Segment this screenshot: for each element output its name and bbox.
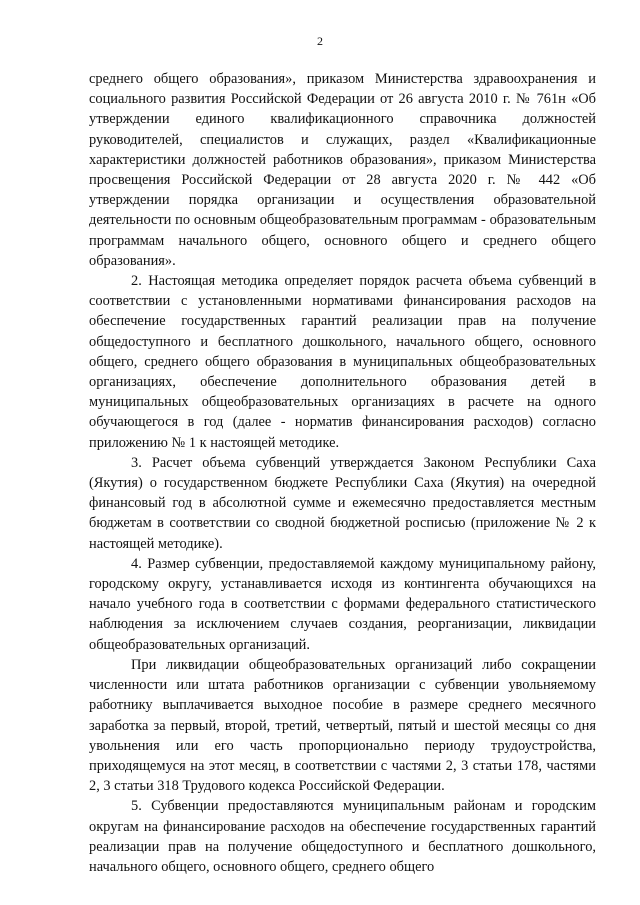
paragraph-continuation: среднего общего образования», приказом Министерства здравоохранения и социального развития Российской Федерации от 26 августа 2010 г. № 761н «Об утверждении единого квалификационного справочника должностей руководителей, специалистов и служащих, раздел «Квалификационные характеристики должностей работников образования», приказом Министерства просвещения Российской Федерации от 28 августа 2020 г. № 442 «Об утверждении порядка организации и осуществления образовательной деятельности по основным общеобразовательным программам - образовательным программам начального общего, основного общего и среднего общего образования». [89, 71, 596, 269]
paragraph-item-4: 4. Размер субвенции, предоставляемой каждому муниципальному району, городскому округу, устанавливается исходя из контингента обучающихся на начало учебного года в соответствии с формами федерального статистического наблюдения за исключением случаев создания, реорганизации, ликвидации общеобразовательных организаций. [89, 555, 596, 653]
paragraph-item-5: 5. Субвенции предоставляются муниципальным районам и городским округам на финансирование расходов на обеспечение государственных гарантий реализации прав на получение общедоступного и бесплатного дошкольного, начального общего, основного общего, среднего общего [89, 798, 596, 875]
page-number: 2 [317, 34, 323, 48]
paragraph-item-2: 2. Настоящая методика определяет порядок расчета объема субвенций в соответствии с установленными нормативами финансирования расходов на обеспечение государственных гарантий реализации прав на получение общедоступного и бесплатного дошкольного, начального общего, основного общего, среднего общего образования в муниципальных общеобразовательных организациях, обеспечение дополнительного образования детей в муниципальных общеобразовательных организациях в расчете на одного обучающегося в год (далее - норматив финансирования расходов) согласно приложению № 1 к настоящей методике. [89, 273, 596, 451]
paragraph-item-3: 3. Расчет объема субвенций утверждается Законом Республики Саха (Якутия) о государственном бюджете Республики Саха (Якутия) на очередной финансовый год в абсолютной сумме и ежемесячно предоставляется местным бюджетам в соответствии со сводной бюджетной росписью (приложение № 2 к настоящей методике). [89, 454, 596, 552]
paragraph-liquidation: При ликвидации общеобразовательных организаций либо сокращении численности или штата работников организации с субвенции увольняемому работнику выплачивается выходное пособие в размере среднего месячного заработка за первый, второй, третий, четвертый, пятый и шестой месяцы со дня увольнения или его часть пропорционально периоду трудоустройства, приходящемуся на этот месяц, в соответствии с частями 2, 3 статьи 178, частями 2, 3 статьи 318 Трудового кодекса Российской Федерации. [89, 656, 596, 795]
